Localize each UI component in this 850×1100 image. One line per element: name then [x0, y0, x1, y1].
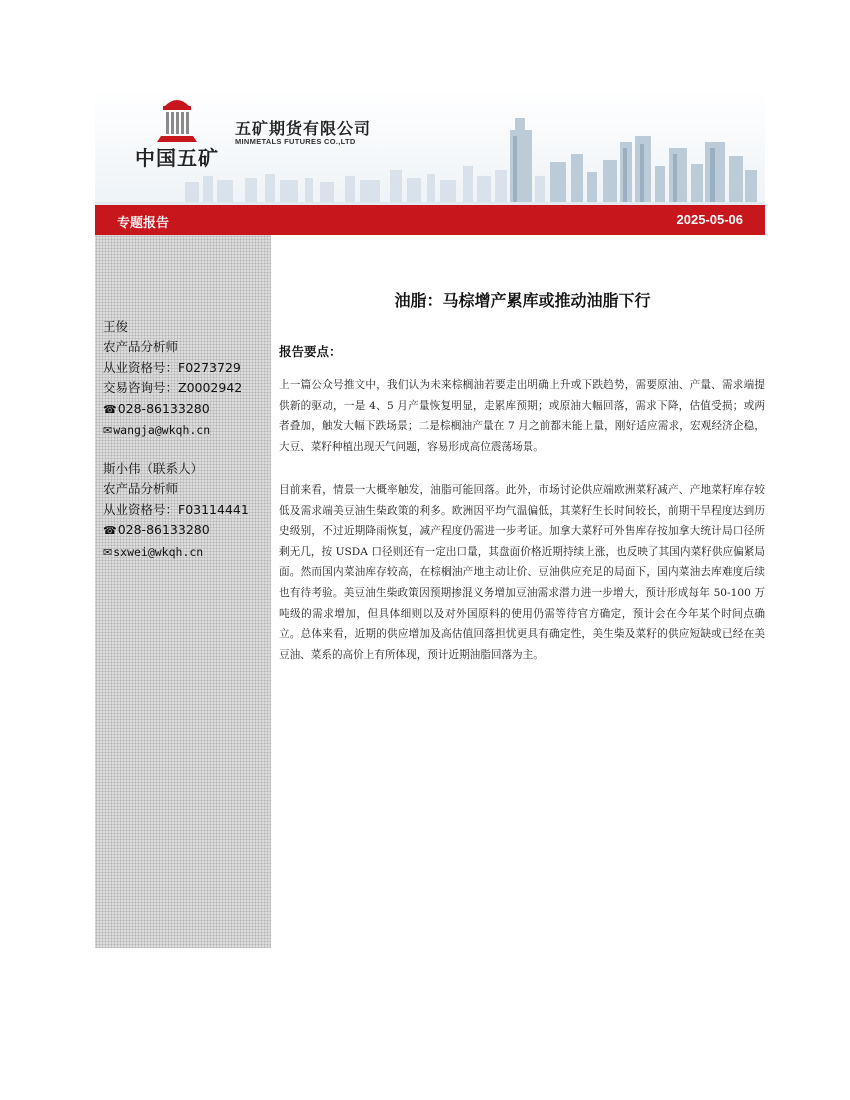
analyst-email[interactable]: wangja@wkqh.cn	[113, 423, 211, 438]
analyst-role: 农产品分析师	[103, 339, 179, 355]
report-title: 油脂：马棕增产累库或推动油脂下行	[394, 291, 651, 310]
analyst-role: 农产品分析师	[103, 481, 179, 497]
company-name: 五矿期货有限公司	[235, 119, 372, 138]
report-type: 专题报告	[117, 216, 170, 231]
analyst-name: 王俊	[103, 319, 129, 334]
analyst-email-row	[103, 420, 242, 441]
report-date: 2025-05-06	[676, 212, 743, 227]
phone-icon: ☎	[103, 402, 117, 416]
analyst-phone: 028-86133280	[117, 400, 210, 416]
analyst-sidebar	[95, 235, 271, 948]
analyst-card	[103, 459, 249, 563]
analyst-email[interactable]: sxwei@wkqh.cn	[113, 544, 204, 559]
analyst-email-row	[103, 542, 249, 563]
analyst-phone: 028-86133280	[117, 522, 210, 538]
summary-paragraph: 上一篇公众号推文中，我们认为未来棕榈油若要走出明确上升或下跌趋势，需要原油、产量、需求端提供新的驱动，一是 4、5 月产量恢复明显，走累库预期；或原油大幅回落，需求下降，估值受损；或两者叠加，触发大幅下跌场景；二是棕榈油产量在 7 月之前都未能上量，刚好适应需求，宏观经济企稳，大豆、菜籽种植出现天气问题，容易形成高位震荡场景。	[279, 379, 765, 453]
analyst-license: 从业资格号：F03114441	[103, 501, 249, 517]
analyst-name: 斯小伟（联系人）	[103, 461, 204, 476]
report-type-bar	[95, 205, 765, 235]
logo-chinese-text: 中国五矿	[135, 146, 219, 170]
summary-heading: 报告要点：	[279, 344, 342, 359]
analyst-phone-row	[103, 520, 249, 541]
mail-icon: ✉	[103, 424, 113, 438]
mail-icon: ✉	[103, 545, 113, 559]
analyst-consult-number: 交易咨询号：Z0002942	[103, 380, 243, 396]
analyst-card	[103, 317, 242, 441]
analyst-license: 从业资格号：F0273729	[103, 359, 241, 375]
company-english-name: MINMETALS FUTURES CO.,LTD	[235, 137, 356, 146]
phone-icon: ☎	[103, 524, 117, 538]
analyst-phone-row	[103, 399, 242, 420]
report-header	[95, 90, 765, 205]
summary-paragraph: 目前来看，情景一大概率触发，油脂可能回落。此外，市场讨论供应端欧洲菜籽减产、产地菜籽库存较低及需求端美豆油生柴政策的利多。欧洲因平均气温偏低，其菜籽生长时间较长，前期干旱程度达到历史级别，不过近期降雨恢复，减产程度仍需进一步考证。加拿大菜籽可外售库存按加拿大统计局口径所剩无几，按 USDA 口径则还有一定出口量，其盘面价格近期持续上涨，也反映了其国内菜籽供应偏紧局面。然而国内菜油库存较高，在棕榈油产地主动让价、豆油供应充足的局面下，国内菜油去库难度后续也有待考验。美豆油生柴政策因预期掺混义务增加豆油需求潜力进一步增大，预计形成每年 50-100 万吨级的需求增加，但具体细则以及对外国原料的使用仍需等待官方确定，预计会在今年某个时间点确立。总体来看，近期的供应增加及高估值回落担忧更具有确定性，美生柴及菜籽的供应短缺或已经在美豆油、菜系的高价上有所体现，预计近期油脂回落为主。	[279, 484, 765, 661]
